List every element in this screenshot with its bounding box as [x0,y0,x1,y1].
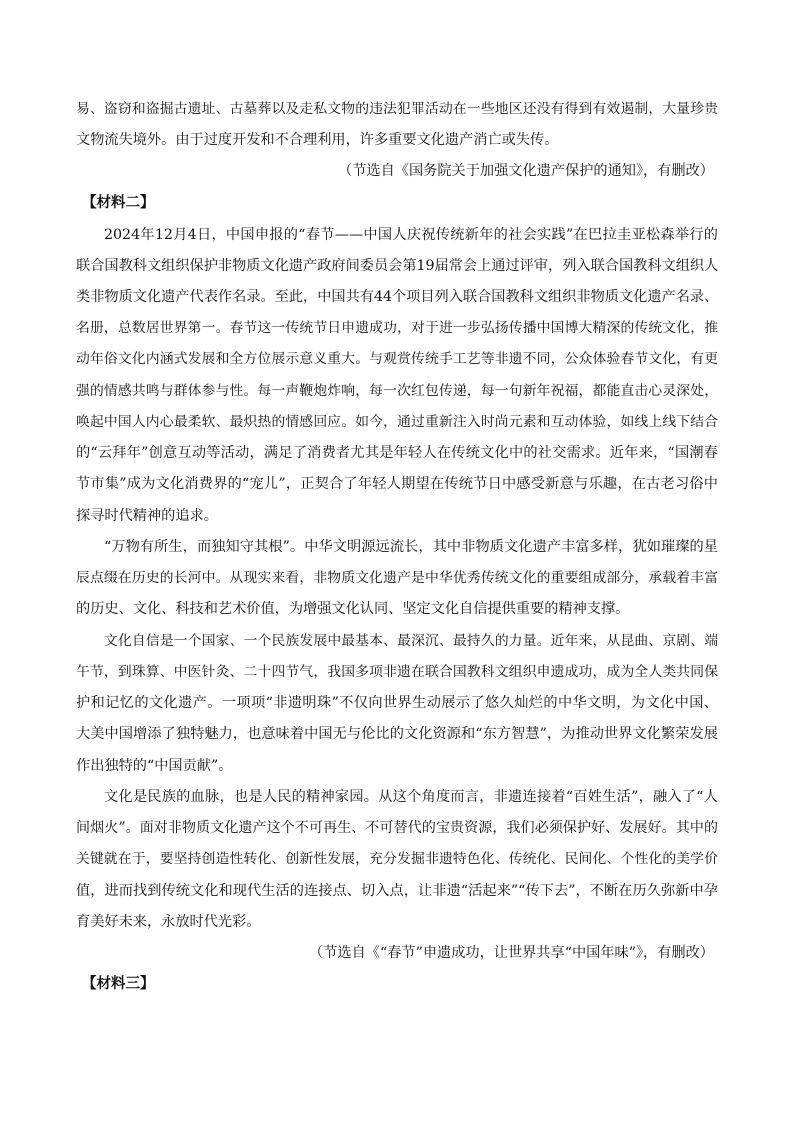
text-line: 类非物质文化遗产代表作名录。至此，中国共有44个项目列入联合国教科文组织非物质文化遗产名录、 [76,289,718,305]
text-line: 易、盗窃和盗掘古遗址、古墓葬以及走私文物的违法犯罪活动在一些地区还没有得到有效遏制，大量珍贵 [76,101,718,117]
text-line: 关键就在于，要坚持创造性转化、创新性发展，充分发掘非遗特色化、传统化、民间化、个性化的美学价 [76,851,718,867]
text-line: 节市集”成为文化消费界的“宠儿”，正契合了年轻人期望在传统节日中感受新意与乐趣，在古老习俗中 [76,476,718,492]
text-line: 2024年12月4日，中国申报的“春节——中国人庆祝传统新年的社会实践”在巴拉圭亚松森举行的 [104,227,718,243]
text-line: 的历史、文化、科技和艺术价值，为增强文化认同、坚定文化自信提供重要的精神支撑。 [76,601,630,617]
text-line: 大美中国增添了独特魅力，也意味着中国无与伦比的文化资源和“东方智慧”，为推动世界文化繁荣发展 [76,726,718,742]
section-heading: 【材料三】 [82,975,155,992]
text-line: 唤起中国人内心最柔软、最炽热的情感回应。如今，通过重新注入时尚元素和互动体验，如线上线下结合 [76,414,718,430]
text-line: 文化是民族的血脉，也是人民的精神家园。从这个角度而言，非遗连接着“百姓生活”，融入了“人 [104,789,718,805]
text-line: 文物流失境外。由于过度开发和不合理利用，许多重要文化遗产消亡或失传。 [76,132,559,148]
text-line: 动年俗文化内涵式发展和全方位展示意义重大。与观赏传统手工艺等非遗不同，公众体验春节文化，有更 [76,351,718,367]
text-line: 联合国教科文组织保护非物质文化遗产政府间委员会第19届常会上通过评审，列入联合国教科文组织人 [76,258,718,274]
text-line: 作出独特的“中国贡献”。 [76,758,233,774]
text-line: 护和记忆的文化遗产。一项项“非遗明珠”不仅向世界生动展示了悠久灿烂的中华文明，为文化中国、 [76,695,718,711]
text-line: 文化自信是一个国家、一个民族发展中最基本、最深沉、最持久的力量。近年来，从昆曲、京剧、端 [104,633,718,649]
source-citation: （节选自《“春节”申遗成功，让世界共享“中国年味”》，有删改） [309,945,714,961]
text-line: 辰点缀在历史的长河中。从现实来看，非物质文化遗产是中华优秀传统文化的重要组成部分，承载着丰富 [76,570,718,586]
text-line: 育美好未来，永放时代光彩。 [76,914,261,930]
text-line: 的“云拜年”创意互动等活动，满足了消费者尤其是年轻人在传统文化中的社交需求。近年来，“国潮春 [76,445,718,461]
text-line: 强的情感共鸣与群体参与性。每一声鞭炮炸响，每一次红包传递，每一句新年祝福，都能直击心灵深处， [76,383,718,399]
section-heading: 【材料二】 [82,194,155,211]
text-line: “万物有所生，而独知守其根”。中华文明源远流长，其中非物质文化遗产丰富多样，犹如璀璨的星 [104,539,718,555]
text-line: 午节，到珠算、中医针灸、二十四节气，我国多项非遗在联合国教科文组织申遗成功，成为全人类共同保 [76,664,718,680]
text-line: 名册，总数居世界第一。春节这一传统节日申遗成功，对于进一步弘扬传播中国博大精深的传统文化，推 [76,320,718,336]
source-citation: （节选自《国务院关于加强文化遗产保护的通知》，有删改） [338,163,714,179]
text-line: 间烟火”。面对非物质文化遗产这个不可再生、不可替代的宝贵资源，我们必须保护好、发展好。其中的 [76,820,718,836]
text-line: 值，进而找到传统文化和现代生活的连接点、切入点，让非遗“活起来”“传下去”，不断在历久弥新中孕 [76,883,718,899]
text-line: 探寻时代精神的追求。 [76,508,218,524]
